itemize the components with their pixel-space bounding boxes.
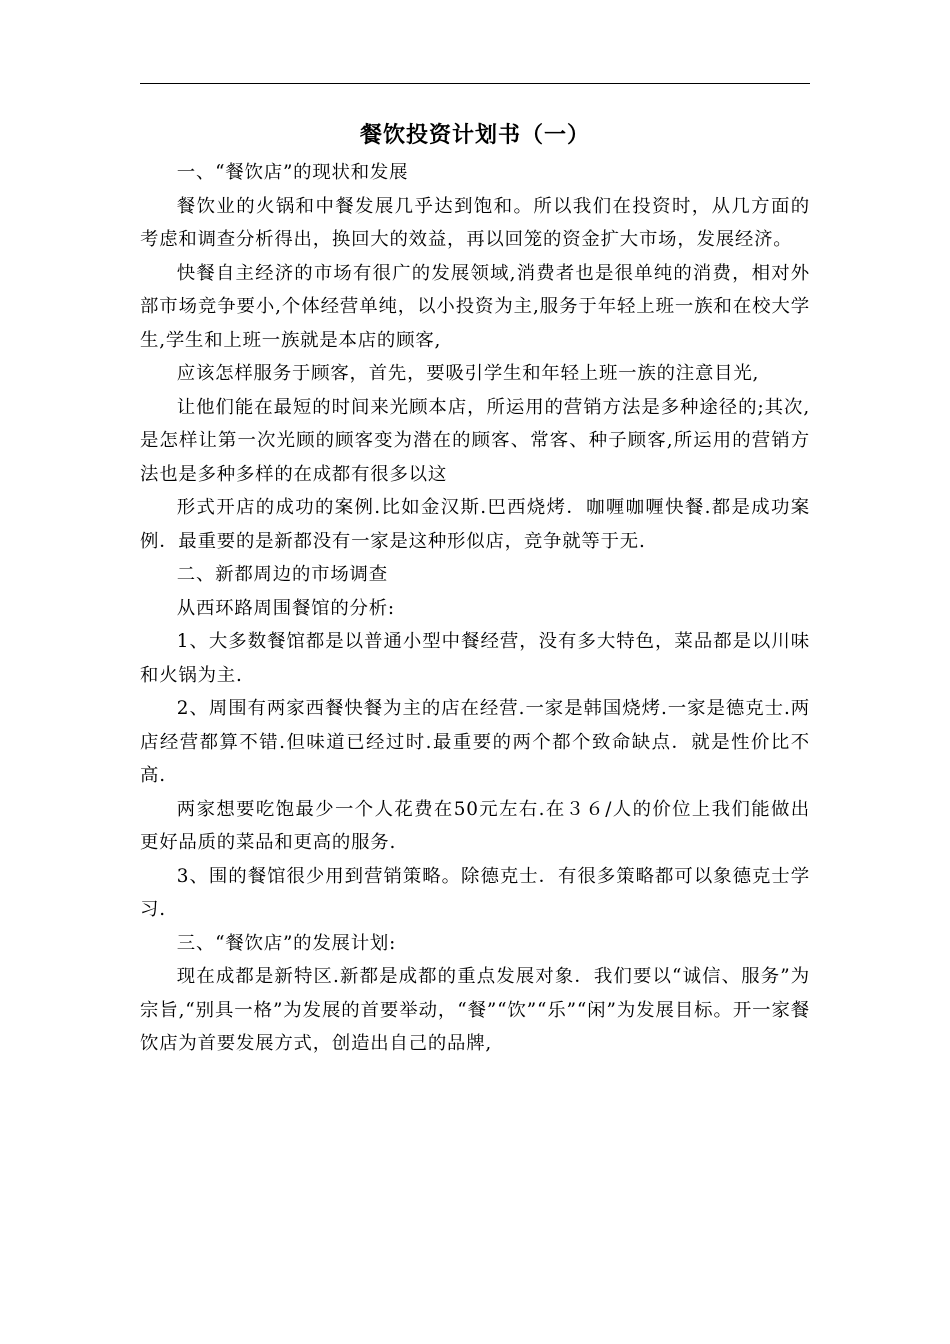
document-title: 餐饮投资计划书（一）: [359, 123, 590, 148]
header-rule: [140, 83, 810, 84]
paragraph: 形式开店的成功的案例.比如金汉斯.巴西烧烤．咖喱咖喱快餐.都是成功案例．最重要的是新都没有一家是这种形似店，竞争就等于无.: [140, 497, 810, 552]
list-item: 1、大多数餐馆都是以普通小型中餐经营，没有多大特色，菜品都是以川味和火锅为主.: [140, 631, 810, 686]
paragraph: 两家想要吃饱最少一个人花费在50元左右.在３６/人的价位上我们能做出更好品质的菜品和更高的服务.: [140, 798, 810, 853]
paragraph: 现在成都是新特区.新都是成都的重点发展对象．我们要以“诚信、服务”为宗旨,“别具一格”为发展的首要举动，“餐”“饮”“乐”“闲”为发展目标。开一家餐饮店为首要发展方式，创造出自己的品牌,: [140, 966, 810, 1054]
section-heading-1: 一、“餐饮店”的现状和发展: [176, 162, 409, 183]
section-heading-3: 三、“餐饮店”的发展计划:: [176, 932, 397, 954]
list-item: 3、围的餐馆很少用到营销策略。除德克士．有很多策略都可以象德克士学习.: [140, 865, 810, 920]
list-item: 2、周围有两家西餐快餐为主的店在经营.一家是韩国烧烤.一家是德克士.两店经营都算不错.但味道已经过时.最重要的两个都个致命缺点．就是性价比不高.: [140, 698, 810, 786]
paragraph: 让他们能在最短的时间来光顾本店，所运用的营销方法是多种途径的;其次,是怎样让第一次光顾的顾客变为潜在的顾客、常客、种子顾客,所运用的营销方法也是多种多样的在成都有很多以这: [140, 396, 810, 485]
section-heading-2: 二、新都周边的市场调查: [176, 564, 388, 585]
paragraph: 应该怎样服务于顾客，首先，要吸引学生和年轻上班一族的注意目光,: [176, 363, 760, 384]
document-body: [140, 156, 810, 1061]
paragraph: 从西环路周围餐馆的分析:: [176, 597, 395, 619]
paragraph: 餐饮业的火锅和中餐发展几乎达到饱和。所以我们在投资时，从几方面的考虑和调查分析得出，换回大的效益，再以回笼的资金扩大市场，发展经济。: [140, 195, 810, 250]
paragraph: 快餐自主经济的市场有很广的发展领域,消费者也是很单纯的消费，相对外部市场竞争要小,个体经营单纯，以小投资为主,服务于年轻上班一族和在校大学生,学生和上班一族就是本店的顾客,: [140, 262, 810, 351]
